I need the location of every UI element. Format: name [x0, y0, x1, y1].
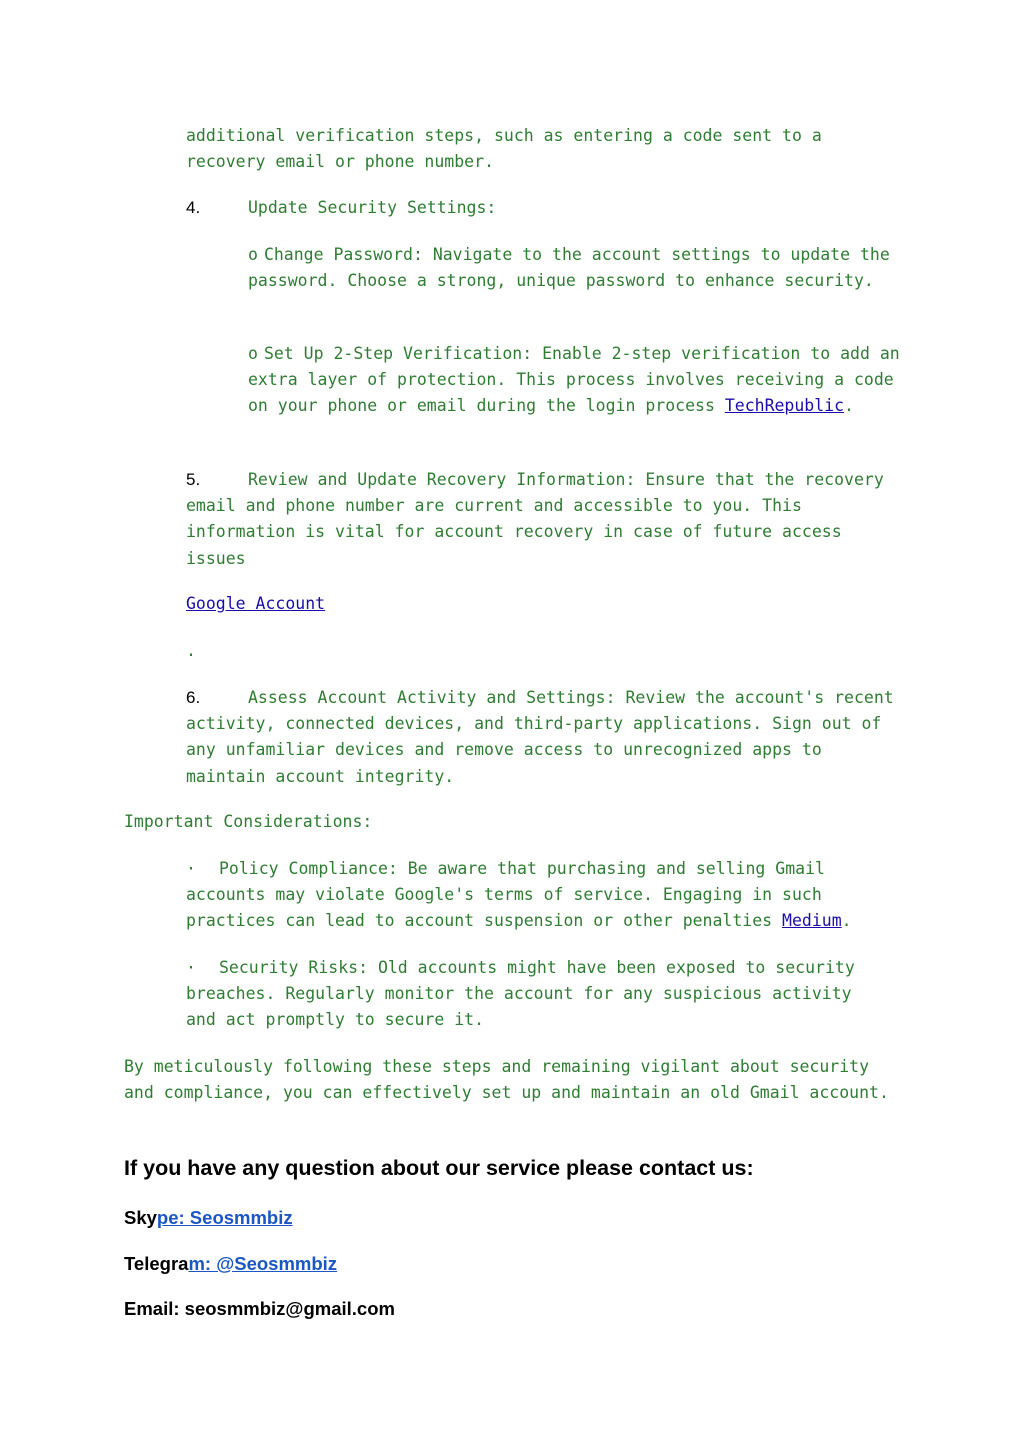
- step-4-bullet-2-period: .: [844, 396, 854, 416]
- step-4-bullet-1-text: Change Password: Navigate to the account settings to update the password. Choose a strong, unique password to enhance security.: [248, 245, 890, 291]
- step-4-bullet-2: [248, 341, 908, 420]
- consideration-2-text: Security Risks: Old accounts might have been exposed to security breaches. Regularly monitor the account for any suspicious activity and act promptly to secure it.: [186, 958, 855, 1030]
- step-4: [186, 195, 886, 221]
- consideration-2: [186, 955, 886, 1034]
- google-account-link[interactable]: Google Account: [186, 594, 326, 613]
- step-4-title: Update Security Settings:: [248, 198, 497, 217]
- considerations-title: Important Considerations:: [124, 812, 373, 831]
- telegram-prefix: Telegra: [124, 1253, 189, 1274]
- step-6-number: 6.: [186, 688, 201, 707]
- circle-bullet-icon: o: [248, 344, 258, 363]
- step-5-text: Review and Update Recovery Information: Ensure that the recovery email and phone number are current and accessible to you. This information is vital for account recovery in case of future access issues: [186, 470, 884, 568]
- step-6-text: Assess Account Activity and Settings: Review the account's recent activity, connected devices, and third-party applications. Sign out of any unfamiliar devices and remove access to unrecognized apps to maintain account integrity.: [186, 688, 894, 786]
- step-4-bullet-1: [248, 242, 898, 294]
- step-5-dot: .: [186, 641, 196, 660]
- techrepublic-link[interactable]: TechRepublic: [724, 396, 845, 416]
- intro-continuation: additional verification steps, such as entering a code sent to a recovery email or phone number.: [186, 126, 822, 172]
- google-account-paragraph: [186, 591, 325, 617]
- skype-prefix: Sky: [124, 1207, 157, 1228]
- email-contact: Email: seosmmbiz@gmail.com: [124, 1298, 395, 1319]
- telegram-contact: [124, 1253, 337, 1275]
- step-4-bullet-2-text: Set Up 2-Step Verification: Enable 2-step verification to add an extra layer of protection. This process involves receiving a code on your phone or email during the login process: [248, 344, 900, 416]
- conclusion: By meticulously following these steps and remaining vigilant about security and compliance, you can effectively set up and maintain an old Gmail account.: [124, 1057, 889, 1103]
- step-5: [186, 467, 886, 572]
- step-5-number: 5.: [186, 470, 201, 489]
- dot-bullet-icon: ·: [186, 859, 196, 878]
- telegram-link[interactable]: m: @Seosmmbiz: [188, 1253, 338, 1274]
- circle-bullet-icon: o: [248, 245, 258, 264]
- medium-link[interactable]: Medium: [782, 911, 842, 931]
- contact-heading: If you have any question about our service please contact us:: [124, 1156, 754, 1180]
- step-6: [186, 685, 896, 790]
- skype-link[interactable]: pe: Seosmmbiz: [156, 1207, 293, 1228]
- dot-bullet-icon: ·: [186, 958, 196, 977]
- consideration-1: [186, 856, 886, 935]
- skype-contact: [124, 1207, 293, 1229]
- step-4-number: 4.: [186, 198, 201, 217]
- consideration-1-period: .: [841, 911, 852, 931]
- consideration-1-text: Policy Compliance: Be aware that purchasing and selling Gmail accounts may violate Google's terms of service. Engaging in such practices can lead to account suspension or other penalties: [186, 859, 825, 931]
